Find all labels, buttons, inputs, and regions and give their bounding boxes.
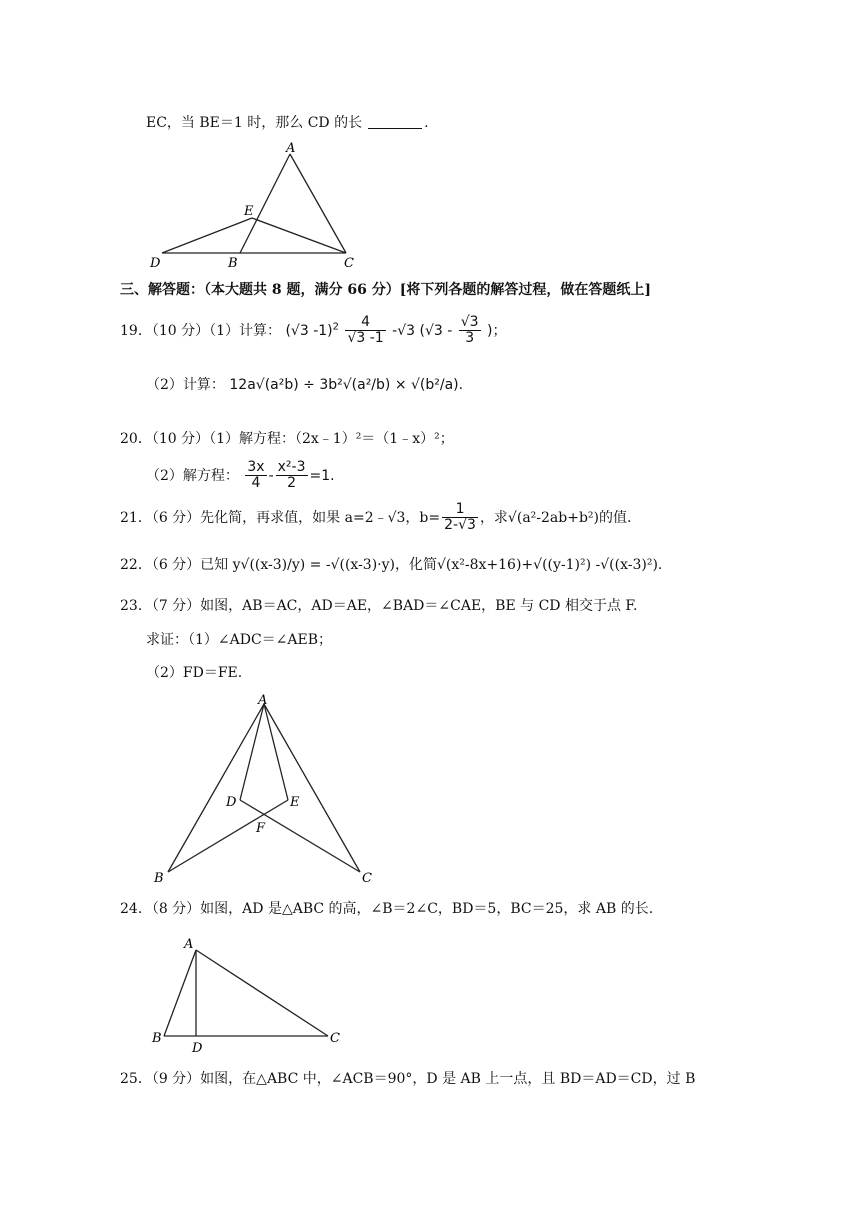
label-B: B: [152, 1031, 162, 1046]
q19-part1: [120, 315, 506, 347]
segment-EB: [168, 800, 288, 872]
q19-part2-label: （2）计算：: [146, 377, 225, 393]
q19-expr-b: -√3 (√3 -: [392, 322, 453, 339]
label-B: B: [154, 871, 164, 886]
label-C: C: [344, 256, 354, 270]
q20-fraction-1: $\frac{3x}{4}$: [247, 459, 265, 492]
label-E: E: [290, 795, 300, 810]
q18-end: .: [424, 115, 429, 131]
label-A: A: [184, 937, 194, 952]
q23-line3: （2）FD＝FE.: [146, 665, 243, 681]
q19-expr-end: )；: [487, 322, 507, 339]
label-C: C: [330, 1031, 340, 1046]
q19-expr-a: (√3 -1): [285, 322, 333, 339]
q23-line2: 求证：（1）∠ADC＝∠AEB；: [146, 632, 333, 648]
q19-fraction-1: $\frac{4}{√3 -1}$: [347, 314, 384, 347]
q24: 24．（8 分）如图，AD 是△ABC 的高，∠B＝2∠C，BD＝5，BC＝25，求 AB 的长.: [120, 901, 654, 917]
q21-fraction: $\frac{1}{2-√3}$: [444, 501, 476, 534]
q19-part2: （2）计算： 12a√(a²b) ÷ 3b²√(a²/b) × √(b²/a).: [146, 377, 464, 393]
label-C: C: [362, 871, 372, 886]
q19-fraction-2: $\frac{√3}{3}$: [460, 314, 479, 347]
figure-q18: [140, 138, 370, 270]
figure-q24: [148, 930, 354, 1056]
q20-part2: （2）解方程： $\frac{3x}{4}$ - $\frac{\text{x²-3}}{2}$ =1.: [146, 459, 335, 492]
label-A: A: [258, 693, 268, 708]
q23-line1: 23．（7 分）如图，AB＝AC，AD＝AE，∠BAD＝∠CAE，BE 与 CD 相交于点 F.: [120, 598, 638, 614]
q21: [120, 502, 631, 534]
segment-DC: [240, 800, 360, 872]
figure-q23: [148, 692, 384, 890]
label-E: E: [244, 204, 254, 219]
label-D: D: [226, 795, 237, 810]
section-3-heading: 三、解答题：（本大题共 8 题，满分 66 分）[将下列各题的解答过程，做在答题纸上]: [120, 282, 651, 298]
label-B: B: [228, 256, 238, 270]
answer-blank: [368, 116, 422, 129]
q20-fraction-2: $\frac{\text{x²-3}}{2}$: [277, 459, 306, 492]
q20-part1: 20．（10 分）（1）解方程：（2x﹣1）²＝（1﹣x）²；: [120, 431, 454, 447]
q19-exp: 2: [332, 321, 339, 333]
q18-text: EC，当 BE＝1 时，那么 CD 的长: [146, 115, 363, 131]
q19-label: 19．（10 分）（1）计算：: [120, 322, 281, 339]
segment-AB: [168, 704, 264, 872]
segment-AC: [264, 704, 360, 872]
segment-AC: [196, 950, 328, 1036]
segment-AB: [164, 950, 196, 1036]
q19-expr2: 12a√(a²b) ÷ 3b²√(a²/b) × √(b²/a): [229, 377, 459, 393]
segment-EC: [252, 218, 346, 253]
q21-text-2: ，求√(a²-2ab+b²)的值.: [479, 509, 632, 526]
segment-AC: [290, 154, 346, 253]
q21-text-1: 21．（6 分）先化简，再求值，如果 a=2﹣√3，b=: [120, 509, 441, 526]
segment-AE: [264, 704, 288, 800]
q18-tail: [146, 116, 429, 130]
segment-DE: [162, 218, 252, 253]
label-A: A: [286, 141, 296, 156]
q22: 22．（6 分）已知 y√((x-3)/y) = -√((x-3)·y)，化简√(x²-8x+16)+√((y-1)²) -√((x-3)²).: [120, 557, 663, 573]
segment-AD: [240, 704, 264, 800]
q25: 25．（9 分）如图，在△ABC 中，∠ACB＝90°，D 是 AB 上一点，且 BD＝AD＝CD，过 B: [120, 1071, 696, 1087]
label-F: F: [256, 821, 266, 836]
q20-part2-label: （2）解方程：: [146, 467, 239, 484]
label-D: D: [150, 256, 161, 270]
label-D: D: [192, 1041, 203, 1056]
